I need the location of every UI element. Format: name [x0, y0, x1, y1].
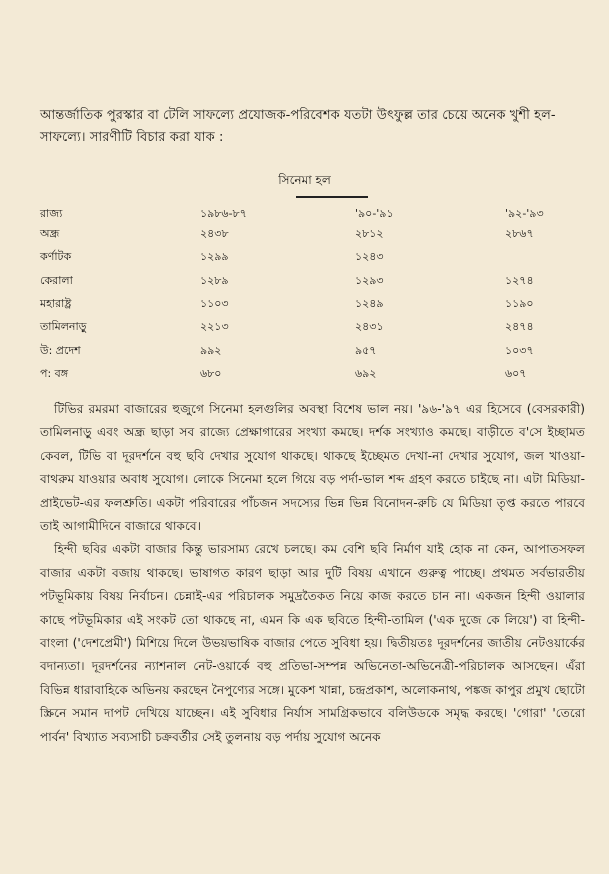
row-value: ২৪৩৮	[200, 227, 229, 240]
table-row	[40, 294, 600, 314]
row-state: কেরালা	[40, 274, 73, 287]
table-row	[40, 317, 600, 337]
row-state: কর্ণাটক	[40, 250, 72, 263]
row-value: ১২৪৯	[355, 297, 384, 310]
row-state: উ: প্রদেশ	[40, 344, 81, 357]
row-value: ৬৯২	[355, 367, 377, 380]
header-year-2: '৯০-'৯১	[355, 207, 394, 220]
row-value: ২৪৩১	[355, 320, 384, 333]
row-value: ৬০৭	[505, 367, 527, 380]
table-row	[40, 341, 600, 361]
header-state: রাজ্য	[40, 207, 63, 220]
row-value: ১২৭৪	[505, 274, 534, 287]
paragraph-hindi-films: হিন্দী ছবির একটা বাজার কিন্তু ভারসাম্য রেখে চলছে। কম বেশি ছবি নির্মাণ যাই হোক না কেন, আপাতসফল বাজার একটা বজায় থাকছে। ভাষাগত কারণ ছাড়া আর দুটি বিষয় এখানে গুরুত্ব পাচ্ছে। প্রথমত সর্বভারতীয় পটভূমিকায় বিষয় নির্বাচন। চেন্নাই-এর পরিচালক সমুদ্রতৈকত নিয়ে কাজ করতে চান না। একজন হিন্দী ওয়ালার কাছে পটভূমিকার এই সংকট তো থাকছে না, এমন কি এক ছবিতে হিন্দী-তামিল ('এক দুজে কে লিয়ে') বা হিন্দী-বাংলা ('দেশপ্রেমী') মিশিয়ে দিলে উভয়ভাষিক বাজার পেতে সুবিধা হয়। দ্বিতীয়তঃ দূরদর্শনের জাতীয় নেটওয়ার্কের বদান্যতা। দূরদর্শনের ন্যাশনাল নেট-ওয়ার্কে বহু প্রতিভা-সম্পন্ন অভিনেতা-অভিনেত্রী-পরিচালক আসছেন। এঁরা বিভিন্ন ধারাবাহিকে অভিনয় করছেন নৈপুণ্যের সঙ্গে। মুকেশ খান্না, চন্দ্রপ্রকাশ, অলোকনাথ, পঙ্কজ কাপুর প্রমুখ ছোটো স্ক্রিনে সমান দাপট দেখিয়ে যাচ্ছেন। এই সুবিধার নির্যাস সামগ্রিকভাবে বলিউডকে সমৃদ্ধ করছে। 'গোরা' 'তেরো পার্বন' বিখ্যাত সব্যসাচী চক্রবর্তীর সেই তুলনায় বড় পর্দায় সুযোগ অনেক	[40, 542, 585, 744]
row-value: ১১৯০	[505, 297, 534, 310]
table-title: সিনেমা হল	[278, 173, 331, 187]
row-state: মহারাষ্ট্র	[40, 297, 72, 310]
row-value: ৯৫৭	[355, 344, 377, 357]
row-value: ২৮১২	[355, 227, 384, 240]
table-row	[40, 247, 600, 267]
row-value: ১১০৩	[200, 297, 229, 310]
paragraph-tv-impact: টিভির রমরমা বাজারের হুজুগে সিনেমা হলগুলির অবস্থা বিশেষ ভাল নয়। '৯৬-'৯৭ এর হিসেবে (বেসরকারী) তামিলনাড়ু এবং অন্ধ্র ছাড়া সব রাজ্যে প্রেক্ষাগারের সংখ্যা কমছে। দর্শক সংখ্যাও কমছে। বাড়ীতে ব'সে ইচ্ছামত কেবল, টিভি বা দূরদর্শনে বহু ছবি দেখার সুযোগ থাকছে। থাকছে ইচ্ছেমত দেখা-না দেখার সুযোগ, জল খাওয়া-বাথরুম যাওয়ার অবাধ সুযোগ। লোকে সিনেমা হলে গিয়ে বড় পর্দা-ভাল শব্দ গ্রহণ করতে চাইছে না। এটা মিডিয়া-প্রাইভেট-এর ফলশ্রুতি। একটা পরিবারের পাঁচজন সদস্যের ভিন্ন ভিন্ন বিনোদন-রুচি যে মিডিয়া তৃপ্ত করতে পারবে তাই আগামীদিনে বাজারে থাকবে।	[40, 402, 585, 534]
row-value: ১০৩৭	[505, 344, 534, 357]
row-value: ২৮৬৭	[505, 227, 534, 240]
row-value: ১২৮৯	[200, 274, 229, 287]
body-text	[40, 398, 585, 749]
row-value: ১২৪৩	[355, 250, 384, 263]
row-value: ৯৯২	[200, 344, 222, 357]
row-value: ১২৯৩	[355, 274, 384, 287]
row-state: প: বঙ্গ	[40, 367, 69, 380]
row-value: ২৪৭৪	[505, 320, 534, 333]
table-row	[40, 224, 600, 244]
row-state: অন্ধ্র	[40, 227, 60, 240]
intro-paragraph: আন্তর্জাতিক পুরস্কার বা টেলি সাফল্যে প্রযোজক-পরিবেশক যতটা উৎফুল্ল তার চেয়ে অনেক খুশী হল-সাফল্যে। সারণীটি বিচার করা যাক :	[40, 108, 556, 145]
row-value: ৬৮০	[200, 367, 222, 380]
row-value: ১২৯৯	[200, 250, 229, 263]
title-underline	[296, 196, 368, 198]
table-row	[40, 364, 600, 384]
table-header-row	[40, 204, 600, 224]
table-row	[40, 271, 600, 291]
header-year-3: '৯২-'৯৩	[505, 207, 544, 220]
header-year-1: ১৯৮৬-৮৭	[200, 207, 247, 220]
row-state: তামিলনাড়ু	[40, 320, 87, 333]
row-value: ২২১৩	[200, 320, 229, 333]
